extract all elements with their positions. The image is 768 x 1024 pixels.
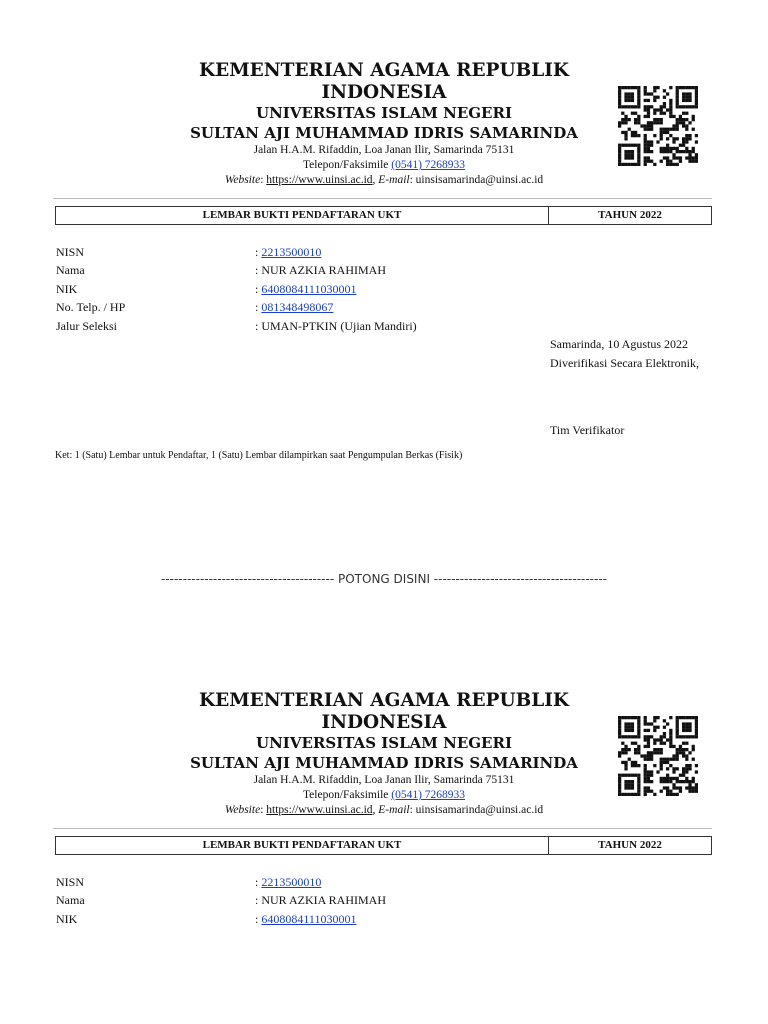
signature-signer: Tim Verifikator bbox=[550, 423, 625, 437]
university-name-line2: SULTAN AJI MUHAMMAD IDRIS SAMARINDA bbox=[190, 754, 578, 772]
web-email-line: Website: https://www.uinsi.ac.id, E-mail: uinsisamarinda@uinsi.ac.id bbox=[224, 804, 544, 816]
nik-link[interactable]: 6408084111030001 bbox=[261, 912, 357, 926]
website-link[interactable]: https://www.uinsi.ac.id bbox=[266, 174, 373, 186]
letterhead bbox=[0, 60, 768, 190]
phone-line: Telepon/Faksimile (0541) 7268933 bbox=[302, 789, 466, 801]
signature-place-date: Samarinda, 10 Agustus 2022 bbox=[550, 337, 688, 351]
letterhead bbox=[0, 690, 768, 820]
ministry-title: KEMENTERIAN AGAMA REPUBLIK INDONESIA bbox=[199, 690, 569, 733]
nisn-link[interactable]: 2213500010 bbox=[261, 875, 322, 889]
title-bar bbox=[55, 836, 712, 855]
divider bbox=[53, 198, 712, 199]
university-name-line2: SULTAN AJI MUHAMMAD IDRIS SAMARINDA bbox=[190, 124, 578, 142]
title-bar-left: LEMBAR BUKTI PENDAFTARAN UKT bbox=[56, 837, 549, 854]
address: Jalan H.A.M. Rifaddin, Loa Janan Ilir, Samarinda 75131 bbox=[253, 144, 515, 156]
qr-code-icon bbox=[618, 86, 698, 166]
cut-line: ---------------------------------------- POTONG DISINI ---------------------------------------- bbox=[160, 572, 608, 586]
signature-verified: Diverifikasi Secara Elektronik, bbox=[550, 356, 699, 370]
ministry-title: KEMENTERIAN AGAMA REPUBLIK INDONESIA bbox=[199, 60, 569, 103]
university-name-line1: UNIVERSITAS ISLAM NEGERI bbox=[256, 104, 512, 122]
title-bar-left: LEMBAR BUKTI PENDAFTARAN UKT bbox=[56, 207, 549, 224]
hp-link[interactable]: 081348498067 bbox=[261, 300, 334, 314]
divider bbox=[53, 828, 712, 829]
website-link[interactable]: https://www.uinsi.ac.id bbox=[266, 804, 373, 816]
nisn-link[interactable]: 2213500010 bbox=[261, 245, 322, 259]
phone-link[interactable]: (0541) 7268933 bbox=[391, 159, 466, 171]
sheet-1: KEMENTERIAN AGAMA REPUBLIK INDONESIA UNIVERSITAS ISLAM NEGERI SULTAN AJI MUHAMMAD IDRIS SAMARINDA Jalan H.A.M. Rifaddin, Loa Janan Ilir, Samarinda 75131 Telepon/Faksimile (0541) 7268933 Website: https://www.uinsi.ac.id, E-mail: uinsisamarinda@uinsi.ac.id LEMBAR BUKTI PENDAFTARAN UKT TAHUN 2022 NISN : 2213500010 Nama : NUR AZKIA RAHIMAH NIK : 6408084111030001 No. Telp. / HP : 081348498067 Jalur Seleksi : UMAN-PTKIN (Ujian Mandiri) Samarinda, 10 Agustus 2022 Diverifikasi Secara Elektronik, Tim Verifikator Ket: 1 (Satu) Lembar untuk Pendaftar, 1 (Satu) Lembar dilampirkan saat Pengumpulan Berkas (Fisik) bbox=[0, 60, 768, 190]
email-text: uinsisamarinda@uinsi.ac.id bbox=[415, 174, 544, 186]
university-name-line1: UNIVERSITAS ISLAM NEGERI bbox=[256, 734, 512, 752]
phone-link[interactable]: (0541) 7268933 bbox=[391, 789, 466, 801]
address: Jalan H.A.M. Rifaddin, Loa Janan Ilir, Samarinda 75131 bbox=[253, 774, 515, 786]
nik-link[interactable]: 6408084111030001 bbox=[261, 282, 357, 296]
web-email-line: Website: https://www.uinsi.ac.id, E-mail: uinsisamarinda@uinsi.ac.id bbox=[224, 174, 544, 186]
sheet-2: KEMENTERIAN AGAMA REPUBLIK INDONESIA UNIVERSITAS ISLAM NEGERI SULTAN AJI MUHAMMAD IDRIS SAMARINDA Jalan H.A.M. Rifaddin, Loa Janan Ilir, Samarinda 75131 Telepon/Faksimile (0541) 7268933 Website: https://www.uinsi.ac.id, E-mail: uinsisamarinda@uinsi.ac.id LEMBAR BUKTI PENDAFTARAN UKT TAHUN 2022 NISN : 2213500010 Nama : NUR AZKIA RAHIMAH NIK : 6408084111030001 bbox=[0, 690, 768, 820]
title-bar bbox=[55, 206, 712, 225]
phone-line: Telepon/Faksimile (0541) 7268933 bbox=[302, 159, 466, 171]
title-bar-right: TAHUN 2022 bbox=[598, 839, 662, 851]
note: Ket: 1 (Satu) Lembar untuk Pendaftar, 1 (Satu) Lembar dilampirkan saat Pengumpulan Berkas (Fisik) bbox=[55, 450, 463, 461]
title-bar-right: TAHUN 2022 bbox=[598, 209, 662, 221]
email-text: uinsisamarinda@uinsi.ac.id bbox=[415, 804, 544, 816]
qr-code-icon bbox=[618, 716, 698, 796]
